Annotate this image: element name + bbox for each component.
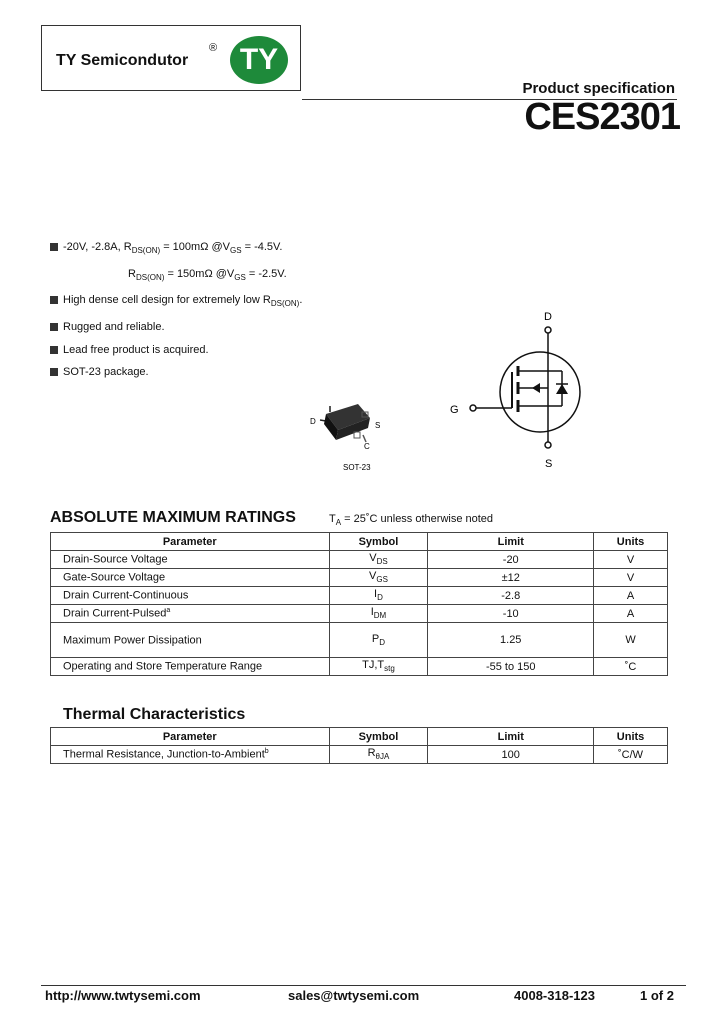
symbol-cell: $V_{DS}$	[329, 551, 428, 569]
symbol-cell: $R_{\theta JA}$	[329, 746, 428, 764]
col-header-units: Units	[594, 728, 668, 746]
unit-cell: V	[594, 551, 668, 569]
thermal-table	[50, 727, 668, 764]
symbol-cell: $I_{DM}$	[329, 605, 428, 623]
pin-c-label: C	[364, 442, 370, 451]
feature-item: SOT-23 package.	[50, 361, 302, 384]
pin-s-label: S	[375, 421, 381, 430]
product-spec-label: Product specification	[522, 80, 675, 97]
abs-max-note: $T_A$ = 25˚C unless otherwise noted	[329, 513, 494, 528]
footer-page-number: 1 of 2	[640, 988, 674, 1003]
col-header-symbol: Symbol	[329, 728, 428, 746]
limit-cell: 1.25	[428, 623, 594, 658]
unit-cell: A	[594, 587, 668, 605]
package-label: SOT-23	[343, 463, 371, 472]
feature-item: High dense cell design for extremely low $R_{DS(ON)}$.	[50, 289, 302, 316]
feature-list	[50, 236, 302, 384]
drain-label: D	[544, 311, 552, 323]
abs-max-table	[50, 532, 668, 676]
unit-cell: A	[594, 605, 668, 623]
limit-cell: ±12	[428, 569, 594, 587]
table-row	[51, 623, 668, 658]
footer-phone: 4008-318-123	[514, 988, 595, 1003]
limit-cell: -20	[428, 551, 594, 569]
bullet-icon	[50, 346, 58, 354]
limit-cell: -2.8	[428, 587, 594, 605]
col-header-parameter: Parameter	[51, 533, 330, 551]
sot23-package-image	[308, 400, 388, 474]
company-name: TY Semicondutor	[56, 52, 189, 69]
symbol-cell: $TJ,T_{stg}$	[329, 658, 428, 676]
table-row	[51, 569, 668, 587]
abs-max-title: ABSOLUTE MAXIMUM RATINGS	[50, 509, 296, 526]
symbol-cell: $I_D$	[329, 587, 428, 605]
table-row	[51, 746, 668, 764]
footer-website-link[interactable]: http://www.twtysemi.com	[45, 988, 201, 1003]
table-header-row	[51, 533, 668, 551]
limit-cell: -10	[428, 605, 594, 623]
gate-label: G	[450, 404, 459, 416]
bullet-icon	[50, 296, 58, 304]
table-row	[51, 658, 668, 676]
table-row	[51, 587, 668, 605]
table-row	[51, 551, 668, 569]
feature-item: Lead free product is acquired.	[50, 339, 302, 362]
unit-cell: ˚C	[594, 658, 668, 676]
feature-item: $R_{DS(ON)} = 150m\Omega$ $@V_{GS} = -2.5V$.	[128, 267, 287, 282]
footer-email-link[interactable]: sales@twtysemi.com	[288, 988, 420, 1003]
company-logo: TY	[230, 36, 288, 84]
pin-d-label: D	[310, 417, 316, 426]
feature-item: Rugged and reliable.	[50, 316, 302, 339]
param-cell: Maximum Power Dissipation	[51, 623, 330, 658]
unit-cell: ˚C/W	[594, 746, 668, 764]
param-cell: Drain Current-Continuous	[51, 587, 330, 605]
unit-cell: V	[594, 569, 668, 587]
registered-mark: ®	[209, 42, 218, 54]
bullet-icon	[50, 368, 58, 376]
unit-cell: W	[594, 623, 668, 658]
part-number: CES2301	[524, 96, 680, 138]
feature-item: -20V, -2.8A, $R_{DS(ON)} = 100m\Omega$ $@V_{GS} = -4.5V$.	[50, 236, 302, 263]
bullet-icon	[50, 323, 58, 331]
limit-cell: 100	[428, 746, 594, 764]
symbol-cell: $V_{GS}$	[329, 569, 428, 587]
limit-cell: -55 to 150	[428, 658, 594, 676]
col-header-limit: Limit	[428, 728, 594, 746]
symbol-cell: $P_D$	[329, 623, 428, 658]
thermal-title: Thermal Characteristics	[63, 706, 246, 723]
col-header-units: Units	[594, 533, 668, 551]
param-cell: Drain Current-Pulsed$^a$	[51, 605, 330, 623]
col-header-limit: Limit	[428, 533, 594, 551]
col-header-symbol: Symbol	[329, 533, 428, 551]
table-row	[51, 605, 668, 623]
footer-divider	[41, 985, 686, 986]
source-label: S	[545, 458, 553, 470]
mosfet-schematic	[442, 310, 592, 475]
table-header-row	[51, 728, 668, 746]
col-header-parameter: Parameter	[51, 728, 330, 746]
param-cell: Operating and Store Temperature Range	[51, 658, 330, 676]
param-cell: Gate-Source Voltage	[51, 569, 330, 587]
param-cell: Thermal Resistance, Junction-to-Ambient$^b$	[51, 746, 330, 764]
bullet-icon	[50, 243, 58, 251]
param-cell: Drain-Source Voltage	[51, 551, 330, 569]
